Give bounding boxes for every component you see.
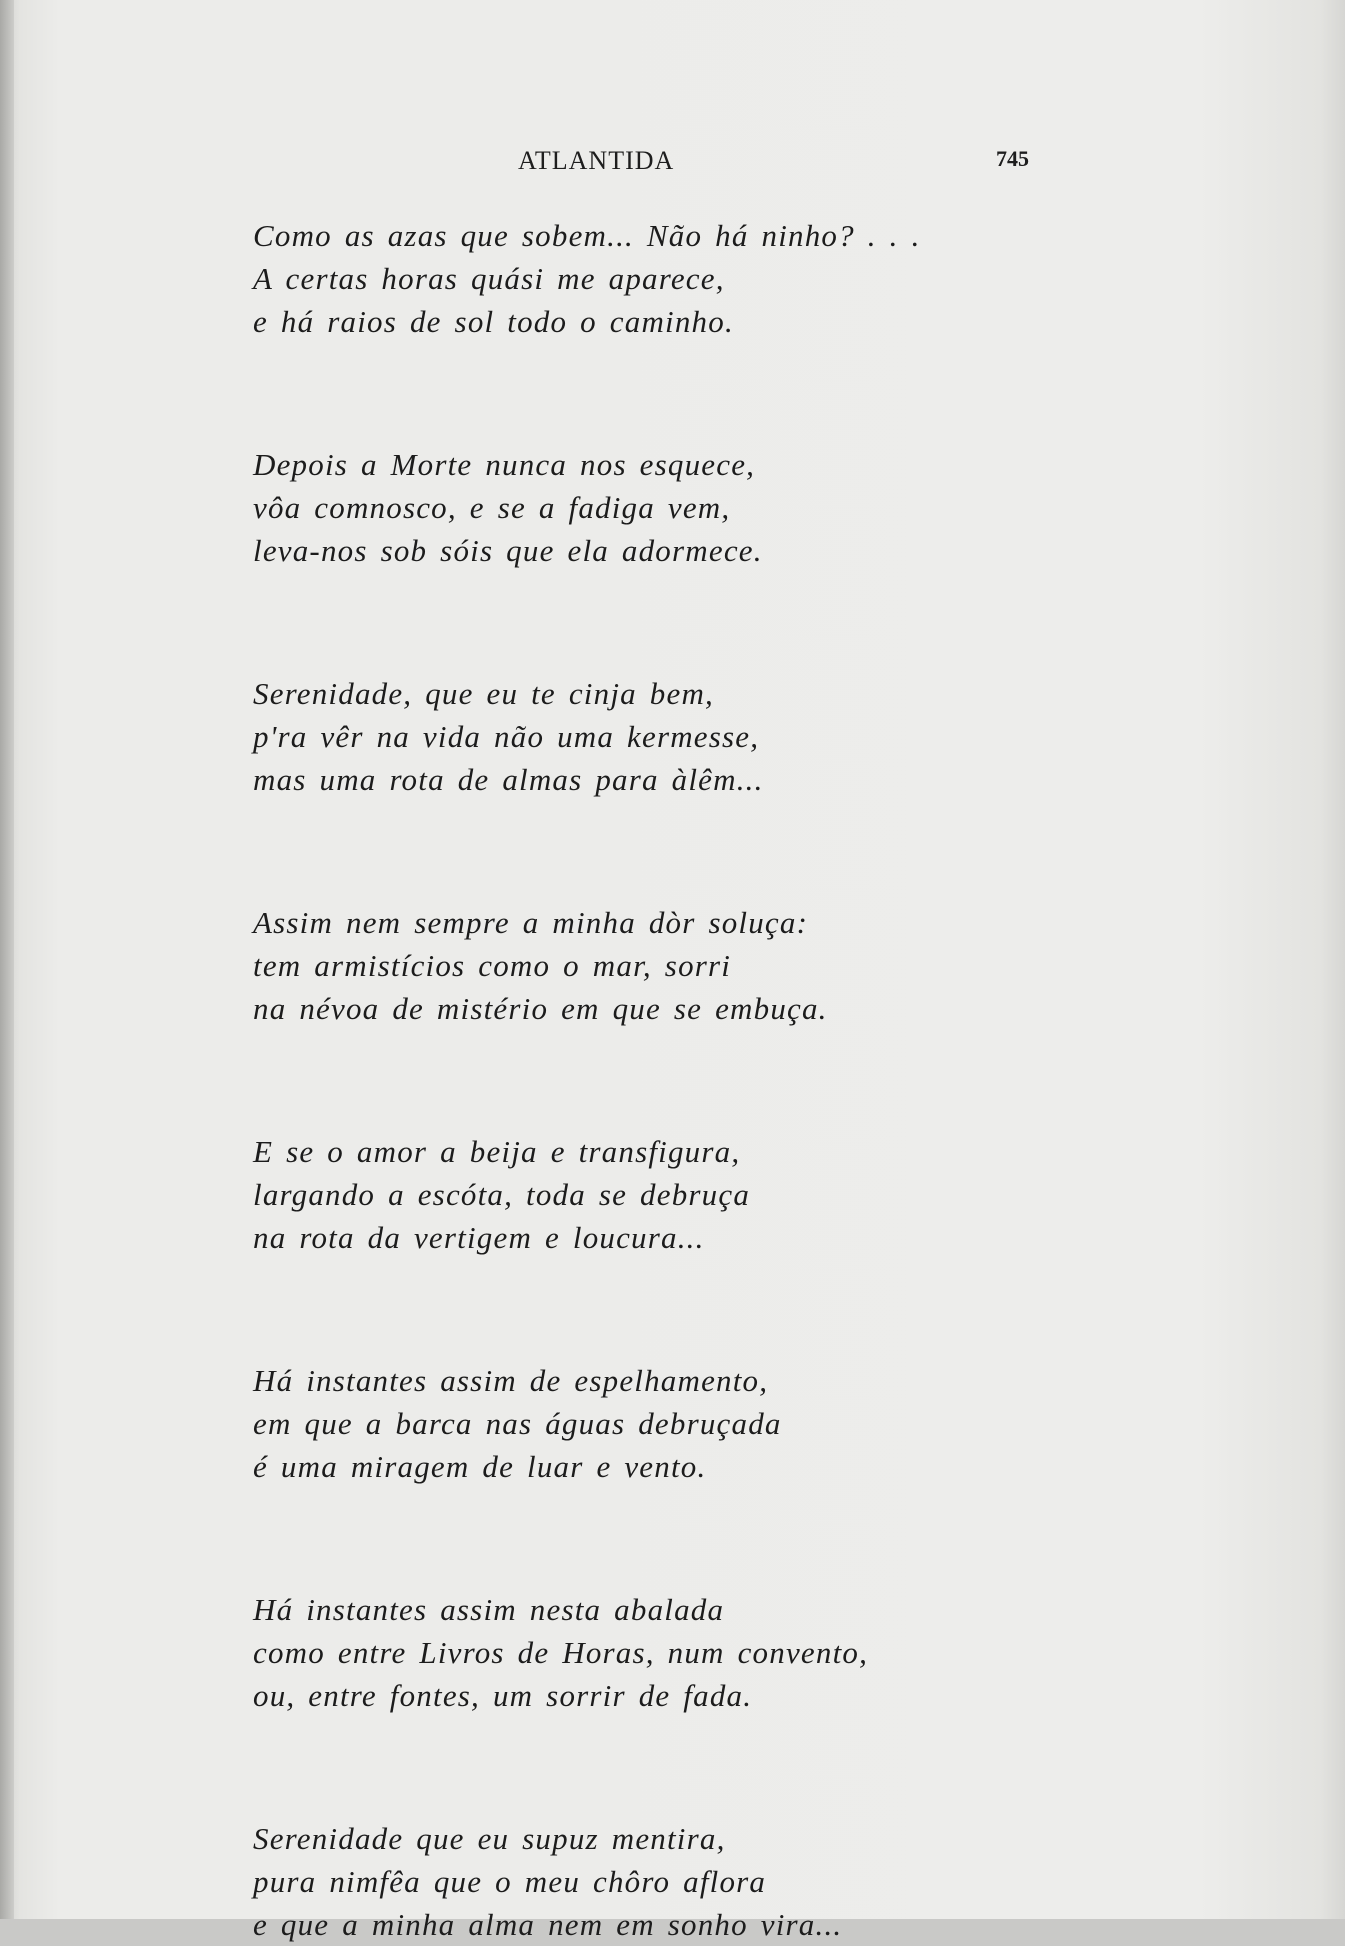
stanza <box>253 1588 1253 1717</box>
verse-line: ou, entre fontes, um sorrir de fada. <box>253 1678 753 1713</box>
verse-line: Serenidade que eu supuz mentira, <box>253 1821 726 1856</box>
verse-line: Há instantes assim de espelhamento, <box>253 1363 769 1398</box>
verse-line: vôa comnosco, e se a fadiga vem, <box>253 490 731 525</box>
page-number: 745 <box>996 146 1029 171</box>
verse-line: é uma miragem de luar e vento. <box>253 1449 707 1484</box>
stanza <box>253 443 1253 572</box>
stanza <box>253 1817 1253 1946</box>
stanza <box>253 1359 1253 1488</box>
verse-line: Como as azas que sobem... Não há ninho? . . . <box>253 218 921 253</box>
stanza <box>253 1130 1253 1259</box>
verse-line: p'ra vêr na vida não uma kermesse, <box>253 719 760 754</box>
running-title: ATLANTIDA <box>518 146 675 175</box>
verse-line: mas uma rota de almas para àlêm... <box>253 762 764 797</box>
verse-line: e há raios de sol todo o caminho. <box>253 304 734 339</box>
verse-line: pura nimfêa que o meu chôro aflora <box>253 1864 767 1899</box>
verse-line: largando a escóta, toda se debruça <box>253 1177 751 1212</box>
stanza <box>253 672 1253 801</box>
page-edge-shadow <box>0 0 14 1919</box>
poem-body <box>253 214 1253 1946</box>
verse-line: e que a minha alma nem em sonho vira... <box>253 1907 843 1942</box>
verse-line: Há instantes assim nesta abalada <box>253 1592 725 1627</box>
verse-line: Serenidade, que eu te cinja bem, <box>253 676 714 711</box>
verse-line: na rota da vertigem e loucura... <box>253 1220 705 1255</box>
verse-line: Assim nem sempre a minha dòr soluça: <box>253 905 809 940</box>
verse-line: E se o amor a beija e transfigura, <box>253 1134 741 1169</box>
stanza <box>253 901 1253 1030</box>
verse-line: tem armistícios como o mar, sorri <box>253 948 732 983</box>
verse-line: Depois a Morte nunca nos esquece, <box>253 447 756 482</box>
verse-line: A certas horas quási me aparece, <box>253 261 725 296</box>
verse-line: como entre Livros de Horas, num convento, <box>253 1635 869 1670</box>
verse-line: em que a barca nas águas debruçada <box>253 1406 782 1441</box>
verse-line: leva-nos sob sóis que ela adormece. <box>253 533 763 568</box>
stanza <box>253 214 1253 343</box>
verse-line: na névoa de mistério em que se embuça. <box>253 991 828 1026</box>
